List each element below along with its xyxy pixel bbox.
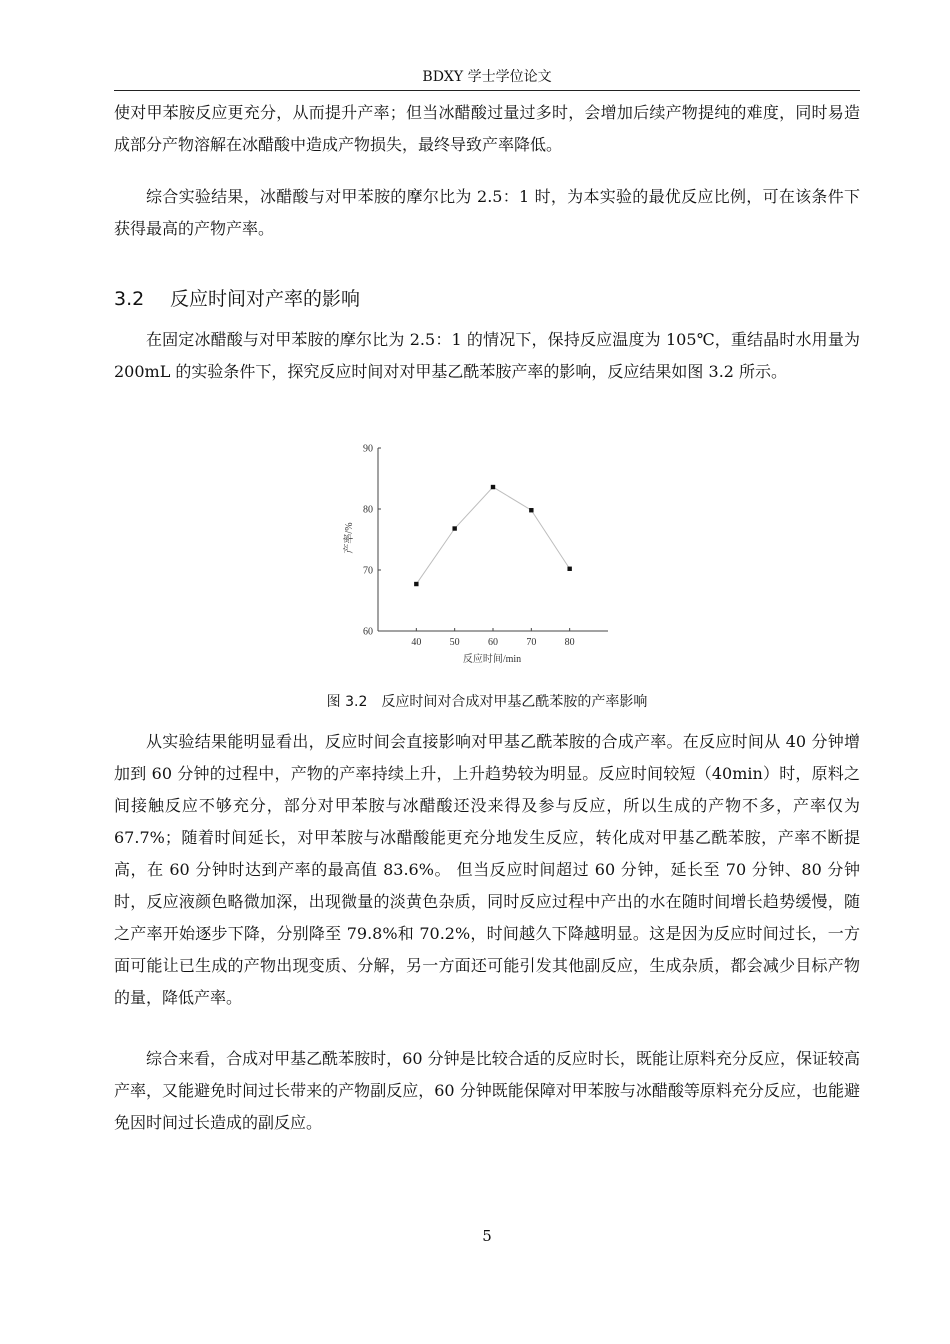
section-number: 3.2 <box>114 288 145 310</box>
data-point <box>529 508 533 512</box>
y-axis-label: 产率/% <box>344 522 355 554</box>
data-point <box>414 582 418 586</box>
data-point <box>452 526 456 530</box>
chart-axes <box>378 448 608 631</box>
chart-ticks <box>363 444 575 649</box>
x-tick-label: 60 <box>488 637 498 648</box>
x-tick-label: 70 <box>526 637 537 648</box>
y-tick-label: 80 <box>363 504 373 516</box>
paragraph-continuation: 使对甲苯胺反应更充分，从而提升产率；但当冰醋酸过量过多时，会增加后续产物提纯的难度，同时易造成部分产物溶解在冰醋酸中造成产物损失，最终导致产率降低。 <box>114 103 860 154</box>
section-title: 反应时间对产率的影响 <box>170 288 361 310</box>
paragraph-conclusion-ratio: 综合实验结果，冰醋酸与对甲苯胺的摩尔比为 2.5：1 时，为本实验的最优反应比例，可在该条件下获得最高的产物产率。 <box>114 187 860 238</box>
figure-caption: 图 3.2 反应时间对合成对甲基乙酰苯胺的产率影响 <box>326 694 648 710</box>
running-header: BDXY 学士学位论文 <box>114 66 860 91</box>
y-tick-label: 70 <box>363 565 373 577</box>
page-number: 5 <box>482 1227 492 1245</box>
yield-line-chart <box>330 436 620 672</box>
data-point <box>567 567 571 571</box>
x-axis-label: 反应时间/min <box>462 654 522 665</box>
x-tick-label: 50 <box>449 637 460 648</box>
paragraph-result-analysis: 从实验结果能明显看出，反应时间会直接影响对甲基乙酰苯胺的合成产率。在反应时间从 40 分钟增加到 60 分钟的过程中，产物的产率持续上升，上升趋势较为明显。反应时间较短（40min）时，原料之间接触反应不够充分，部分对甲苯胺与冰醋酸还没来得及参与反应，所以生成的产物不多，产率仅为 67.7%；随着时间延长，对甲苯胺与冰醋酸能更充分地发生反应，转化成对甲基乙酰苯胺，产率不断提高，在 60 分钟时达到产率的最高值 83.6%。 但当反应时间超过 60 分钟，延长至 70 分钟、80 分钟时，反应液颜色略微加深，出现微量的淡黄色杂质，同时反应过程中产出的水在随时间增长趋势缓慢，随之产率开始逐步下降，分别降至 79.8%和 70.2%，时间越久下降越明显。这是因为反应时间过长，一方面可能让已生成的产物出现变质、分解，另一方面还可能引发其他副反应，生成杂质，都会减少目标产物的量，降低产率。 <box>114 732 860 1007</box>
series-line <box>416 487 569 584</box>
paragraph-summary: 综合来看，合成对甲基乙酰苯胺时，60 分钟是比较合适的反应时长，既能让原料充分反应，保证较高产率，又能避免时间过长带来的产物副反应，60 分钟既能保障对甲苯胺与冰醋酸等原料充分反应，也能避免因时间过长造成的副反应。 <box>114 1049 860 1132</box>
y-tick-label: 90 <box>363 443 373 455</box>
x-tick-label: 40 <box>411 637 422 648</box>
y-tick-label: 60 <box>363 626 373 638</box>
chart-series <box>414 485 572 586</box>
figure-chart <box>330 436 620 672</box>
x-tick-label: 80 <box>564 637 575 648</box>
data-point <box>491 485 495 489</box>
section-heading <box>114 284 360 314</box>
paragraph-experiment-setup: 在固定冰醋酸与对甲苯胺的摩尔比为 2.5：1 的情况下，保持反应温度为 105℃，重结晶时水用量为 200mL 的实验条件下，探究反应时间对对甲基乙酰苯胺产率的影响，反应结果如图 3.2 所示。 <box>114 330 860 381</box>
